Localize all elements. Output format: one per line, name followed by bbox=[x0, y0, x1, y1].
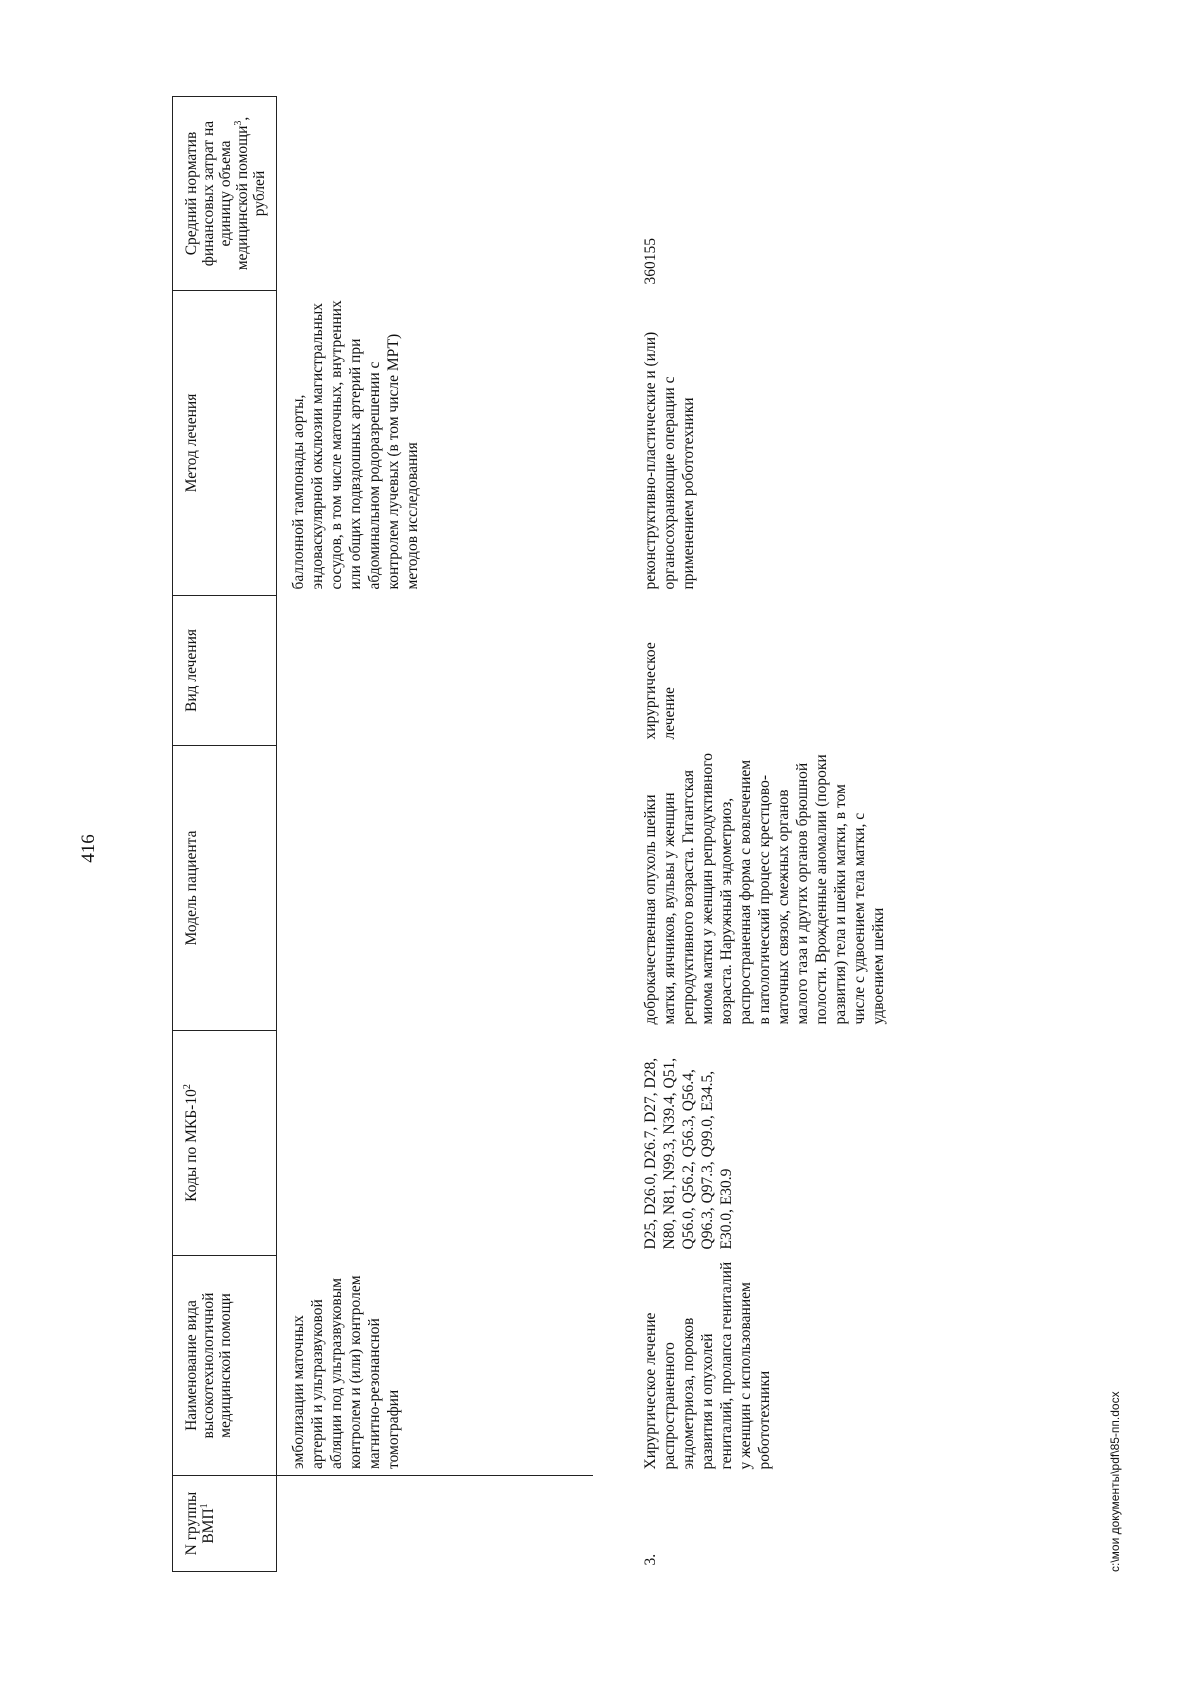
cell-group-number: 3. bbox=[642, 1553, 659, 1566]
cell-average-cost-empty bbox=[277, 97, 594, 291]
cell-vmp-name: эмболизации маточных артерий и ультразвуковой абляции под ультразвуковым контролем и (или) контролем магнитно-резонансной томографии bbox=[290, 1275, 402, 1469]
cell-average-cost: 360155 bbox=[642, 238, 659, 285]
cell-patient-model-empty bbox=[277, 746, 594, 1031]
table-header-row bbox=[173, 97, 277, 1572]
cell-icd-codes: D25, D26.0, D26.7, D27, D28, N80, N81, N99.3, N39.4, Q51, Q56.0, Q56.2, Q56.3, Q56.4, Q96.3, Q97.3, Q99.0, E34.5, E30.0, E30.9 bbox=[642, 1057, 735, 1250]
page-number: 416 bbox=[78, 834, 99, 863]
table-row bbox=[277, 97, 594, 1572]
cell-treatment-method: баллонной тампонады аорты, эндоваскулярной окклюзии магистральных сосудов, в том числе маточных, внутренних или общих подвздошных артерий при абдоминальном родоразрешении с контролем лучевых (в том числе МРТ) методов исследования bbox=[290, 300, 421, 590]
header-treatment-method: Метод лечения bbox=[173, 291, 277, 596]
cell-treatment-type-empty bbox=[277, 596, 594, 746]
vmp-table bbox=[172, 96, 892, 1572]
cell-icd-codes-empty bbox=[277, 1031, 594, 1256]
header-group-number: N группы ВМП$^1$ bbox=[173, 1476, 277, 1572]
header-icd-codes: Коды по МКБ-$10^2$ bbox=[173, 1031, 277, 1256]
header-average-cost: Средний норматив финансовых затрат на единицу объема медицинской помощи$^3$, рублей bbox=[173, 97, 277, 291]
header-vmp-name: Наименование вида высокотехнологичной медицинской помощи bbox=[173, 1256, 277, 1476]
table-row bbox=[593, 97, 892, 1572]
footer-file-path: c:\мои документы\pdf\85-пп.docx bbox=[1108, 1391, 1122, 1572]
header-treatment-type: Вид лечения bbox=[173, 596, 277, 746]
cell-group-empty bbox=[277, 1476, 594, 1572]
cell-treatment-method: реконструктивно-пластические и (или) органосохраняющие операции с применением робототехники bbox=[642, 331, 697, 590]
cell-patient-model: доброкачественная опухоль шейки матки, яичников, вульвы у женщин репродуктивного возраста. Гигантская миома матки у женщин репродуктивного возраста. Наружный эндометриоз, распространенная форма с вовлечением в патологический процесс крестцово-маточных связок, смежных органов малого таза и других органов брюшной полости. Врожденные аномалии (пороки развития) тела и шейки матки, в том числе с удвоением тела матки, с удвоением шейки bbox=[642, 753, 887, 1025]
cell-treatment-type: хирургическое лечение bbox=[642, 642, 678, 740]
cell-vmp-name: Хирургическое лечение распространенного эндометриоза, пороков развития и опухолей гениталий, пролапса гениталий у женщин с использованием робототехники bbox=[642, 1261, 773, 1470]
header-patient-model: Модель пациента bbox=[173, 746, 277, 1031]
